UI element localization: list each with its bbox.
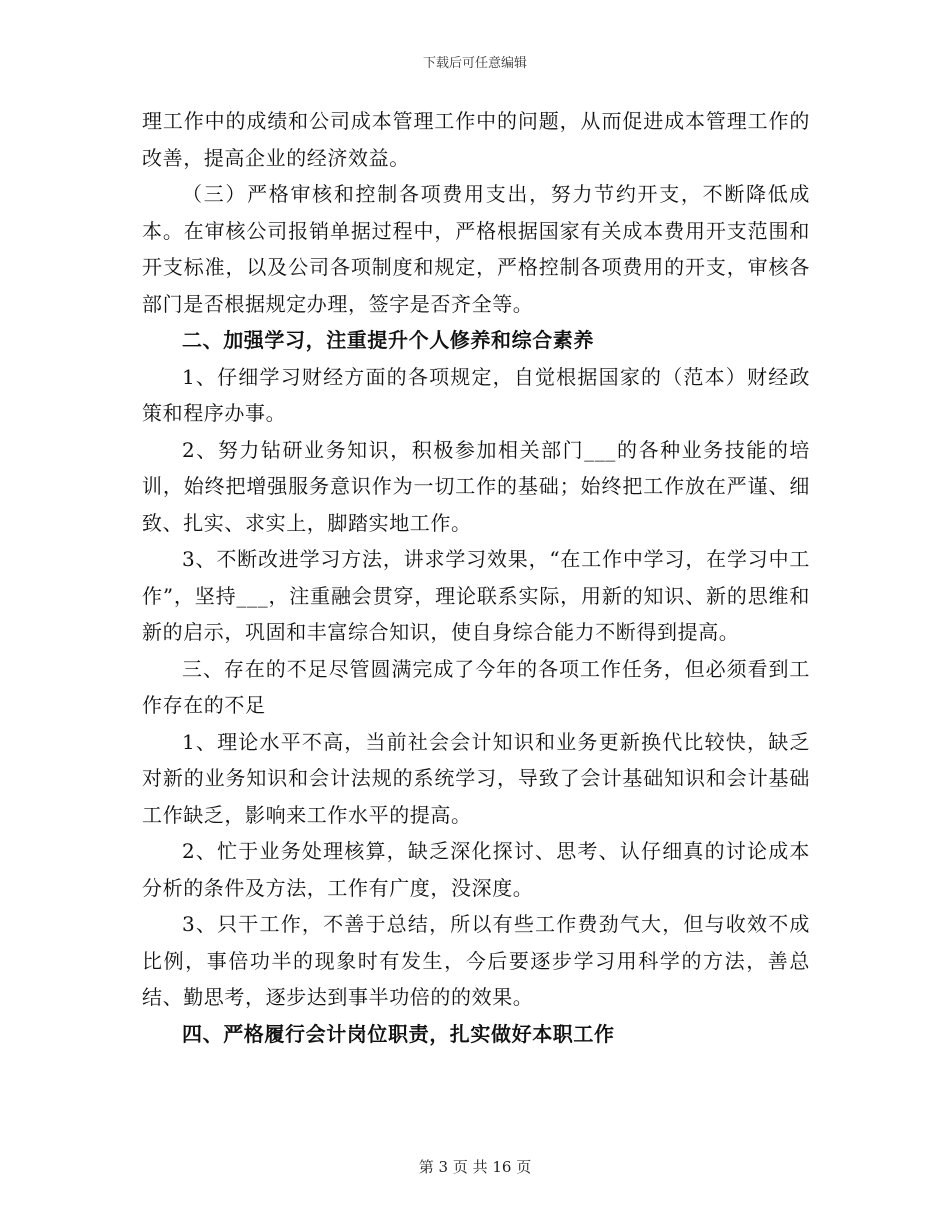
paragraph-continuation: 理工作中的成绩和公司成本管理工作中的问题，从而促进成本管理工作的改善，提高企业的经济效益。 (142, 109, 810, 170)
paragraph-cost-control: （三）严格审核和控制各项费用支出，努力节约开支，不断降低成本。在审核公司报销单据过程中，严格根据国家有关成本费用开支范围和开支标准，以及公司各项制度和规定，严格控制各项费用的开支，审核各部门是否根据规定办理，签字是否齐全等。 (142, 182, 810, 316)
section-heading-shortcomings: 三、存在的不足尽管圆满完成了今年的各项工作任务，但必须看到工作存在的不足 (142, 656, 810, 717)
document-body (142, 103, 810, 1052)
paragraph-shortcoming-1: 1、理论水平不高，当前社会会计知识和业务更新换代比较快，缺乏对新的业务知识和会计法规的系统学习，导致了会计基础知识和会计基础工作缺乏，影响来工作水平的提高。 (142, 729, 810, 827)
paragraph-item-3: 3、不断改进学习方法，讲求学习效果，“在工作中学习，在学习中工作”，坚持___，注重融会贯穿，理论联系实际，用新的知识、新的思维和新的启示，巩固和丰富综合知识，使自身综合能力不断得到提高。 (142, 547, 810, 644)
paragraph-shortcoming-3: 3、只干工作，不善于总结，所以有些工作费劲气大，但与收效不成比例，事倍功半的现象时有发生，今后要逐步学习用科学的方法，善总结、勤思考，逐步达到事半功倍的的效果。 (142, 912, 810, 1009)
section-heading-learning: 二、加强学习，注重提升个人修养和综合素养 (182, 328, 594, 352)
paragraph-item-2: 2、努力钻研业务知识，积极参加相关部门___的各种业务技能的培训，始终把增强服务意识作为一切工作的基础；始终把工作放在严谨、细致、扎实、求实上，脚踏实地工作。 (142, 437, 810, 535)
section-heading-duties: 四、严格履行会计岗位职责，扎实做好本职工作 (182, 1021, 615, 1046)
page-header: 下载后可任意编辑 (422, 56, 527, 71)
paragraph-item-1: 1、仔细学习财经方面的各项规定，自觉根据国家的（范本）财经政策和程序办事。 (142, 364, 810, 425)
paragraph-shortcoming-2: 2、忙于业务处理核算，缺乏深化探讨、思考、认仔细真的讨论成本分析的条件及方法，工作有广度，没深度。 (142, 839, 810, 900)
page-number: 第 3 页 共 16 页 (418, 1158, 532, 1176)
